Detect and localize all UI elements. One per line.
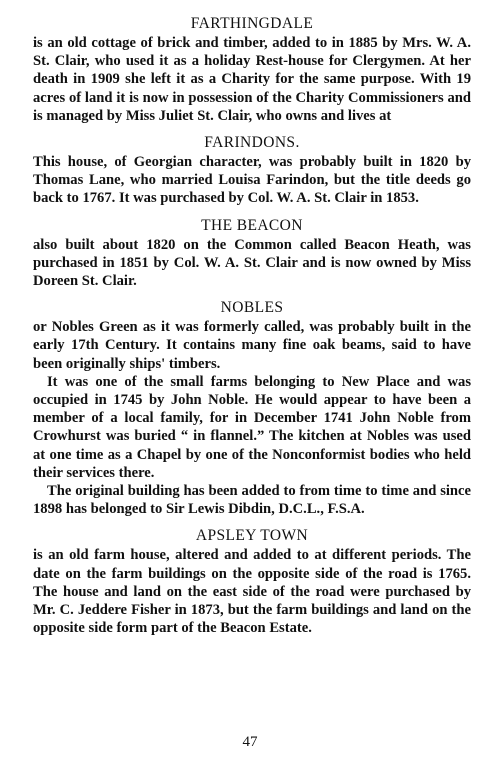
paragraph-nobles-3: The original building has been added to from time to time and since 1898 has belonged to Sir Lewis Dibdin, D.C.L., F.S.A. — [33, 483, 471, 518]
section-title-farindons: FARINDONS. — [204, 134, 300, 152]
paragraph-the-beacon: also built about 1820 on the Common called Beacon Heath, was purchased in 1851 by Col. W. A. St. Clair and is now owned by Miss Doreen St. Clair. — [33, 236, 471, 290]
paragraph-nobles-1: or Nobles Green as it was formerly called, was probably built in the early 17th Century. It contains many fine oak beams, said to have been originally ships' timbers. — [33, 319, 471, 372]
section-title-farthingdale: FARTHINGDALE — [190, 15, 314, 32]
paragraph-farthingdale: is an old cottage of brick and timber, added to in 1885 by Mrs. W. A. St. Clair, who used it as a holiday Rest-house for Clergymen. At her death in 1909 she left it as a Charity for the same purpose. With 19 acres of land it is now in possession of the Charity Commissioners and is managed by Miss Juliet St. Clair, who owns and lives at — [33, 35, 471, 124]
paragraph-farindons: This house, of Georgian character, was probably built in 1820 by Thomas Lane, who married Louisa Farindon, but the title deeds go back to 1767. It was purchased by Col. W. A. St. Clair in 1853. — [33, 154, 471, 207]
paragraph-apsley-town: is an old farm house, altered and added to at different periods. The date on the farm buildings on the opposite side of the road is 1765. The house and land on the east side of the road were purchased by Mr. C. Jeddere Fisher in 1873, but the farm buildings and land on the opposite side form part of the Beacon Estate. — [33, 547, 471, 637]
page-number: 47 — [242, 734, 258, 750]
page-body — [33, 14, 471, 637]
section-title-nobles: NOBLES — [220, 299, 284, 317]
section-title-the-beacon: THE BEACON — [201, 216, 303, 234]
section-title-apsley-town: APSLEY TOWN — [195, 527, 309, 545]
paragraph-nobles-2: It was one of the small farms belonging to New Place and was occupied in 1745 by John Noble. He would appear to have been a member of a local family, for in December 1741 John Noble from Crowhurst was buried “ in flannel.” The kitchen at Nobles was used at one time as a Chapel by one of the Nonconformist bodies who held their services there. — [33, 373, 471, 481]
